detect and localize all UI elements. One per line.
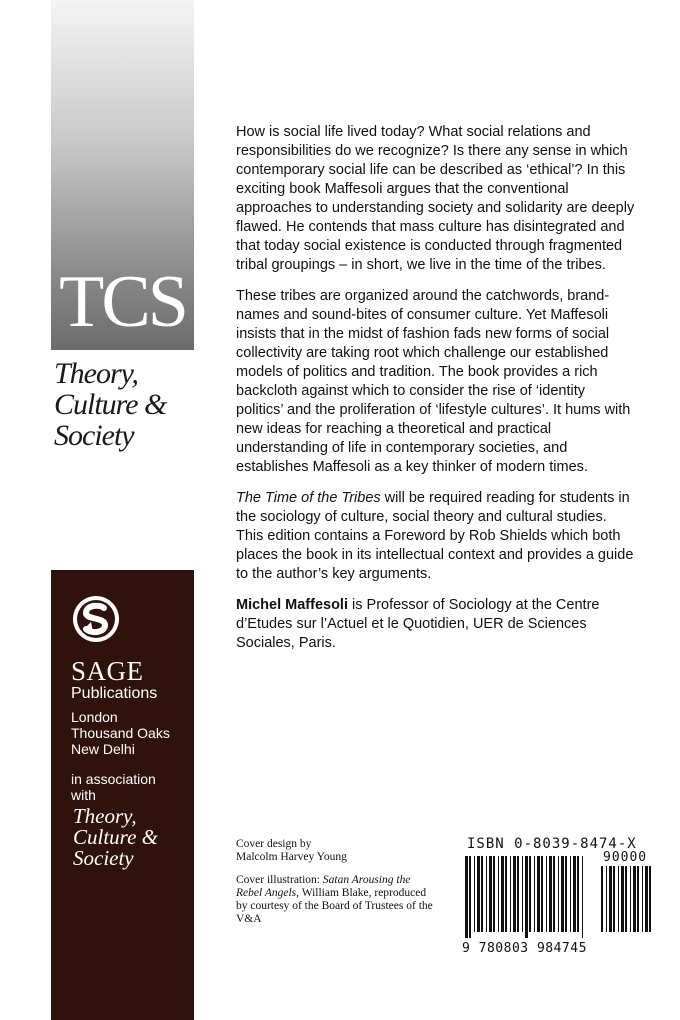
barcode-bar: [481, 856, 483, 932]
barcode-bar: [477, 856, 480, 932]
publisher-panel: [51, 570, 194, 1020]
barcode-bar: [625, 866, 627, 932]
barcode-bar: [621, 866, 624, 932]
blurb-paragraph-2: These tribes are organized around the catchwords, brand-names and sound-bites of consumer culture. Yet Maffesoli insists that in the midst of fashion fads new forms of social collectivity are taking root which challenge our established models of politics and tradition. The book provides a rich backcloth against which to consider the rise of ‘identity politics’ and the proliferation of ‘lifestyle cultures’. It hums with new ideas for reaching a theoretical and practical understanding of life in contemporary societies, and establishes Maffesoli as a key thinker of modern times.: [236, 288, 631, 475]
barcode-bar: [489, 856, 492, 932]
barcode-bar: [510, 856, 511, 932]
barcode-bar: [645, 866, 648, 932]
barcode-bar: [649, 866, 651, 932]
journal-line-1: Theory,: [73, 804, 137, 828]
barcode-bar: [633, 866, 636, 932]
sage-s-logo-icon: [71, 594, 121, 644]
back-cover-blurb: [236, 123, 636, 665]
barcode-bar: [558, 856, 559, 932]
barcode-bar: [525, 856, 528, 938]
addon-digits: 90000: [603, 850, 648, 865]
author-name: Michel Maffesoli: [236, 597, 348, 613]
series-title: [54, 358, 204, 451]
barcode-bar: [493, 856, 495, 932]
publisher-name: SAGE: [71, 656, 144, 686]
barcode-bar: [529, 856, 531, 932]
city-thousand-oaks: Thousand Oaks: [71, 725, 170, 741]
design-credit: [236, 838, 436, 864]
series-title-line-3: Society: [54, 419, 134, 452]
designer-name: Malcolm Harvey Young: [236, 851, 347, 863]
design-credit-label: Cover design by: [236, 838, 312, 850]
barcode-bar: [606, 866, 607, 932]
barcode-bar: [630, 866, 631, 932]
barcode-bar: [573, 856, 576, 932]
illustration-credit: [236, 874, 436, 926]
barcode-bar: [505, 856, 507, 932]
barcode-bar: [601, 866, 603, 932]
journal-line-2: Culture &: [73, 825, 158, 849]
barcode-bar: [474, 856, 475, 932]
ean-barcode: [465, 856, 586, 938]
illustration-credit-text: , William Blake, reproduced by courtesy of the Board of Trustees of the V&A: [236, 887, 433, 925]
journal-line-3: Society: [73, 846, 134, 870]
association-line-1: in association: [71, 771, 156, 787]
blurb-paragraph-1: How is social life lived today? What social relations and responsibilities do we recognize? Is there any sense in which contemporary social life can be described as ‘ethical’? In this exciting book Maffesoli argues that the conventional approaches to understanding society and solidarity are deeply flawed. He contends that mass culture has disintegrated and that today social existence is conducted through fragmented tribal groupings – in short, we live in the time of the tribes.: [236, 124, 635, 273]
barcode-bar: [577, 856, 579, 932]
tcs-logo: TCS: [59, 261, 186, 343]
cover-credits: [236, 838, 436, 936]
book-title: The Time of the Tribes: [236, 490, 381, 506]
barcode-bar: [513, 856, 516, 932]
association-line-2: with: [71, 787, 96, 803]
barcode-bar: [501, 856, 504, 932]
ean-digits: 9 780803 984745: [462, 941, 587, 956]
barcode-bar: [549, 856, 552, 932]
barcode-bar: [613, 866, 615, 932]
barcode-bar: [609, 866, 612, 932]
barcode-bar: [570, 856, 571, 932]
illustration-label: Cover illustration:: [236, 874, 323, 886]
barcode-bar: [553, 856, 555, 932]
barcode-bar: [498, 856, 499, 932]
barcode-bar: [537, 856, 540, 932]
barcode-bar: [637, 866, 639, 932]
barcode-bar: [561, 856, 564, 932]
barcode-bar: [541, 856, 543, 932]
blurb-paragraph-3: [236, 489, 636, 584]
blurb-paragraph-3-text: will be required reading for students in the sociology of culture, social theory and cultural studies. This edition contains a Foreword by Rob Shields which both places the book in its intellectual context and provides a guide to the author’s key arguments.: [236, 490, 634, 582]
barcode-bar: [486, 856, 487, 932]
barcode-bar: [546, 856, 547, 932]
publisher-cities: [71, 709, 170, 757]
barcode-bar: [469, 856, 471, 938]
barcode-bar: [465, 856, 468, 938]
journal-title: [73, 806, 158, 869]
barcode-bar: [517, 856, 519, 932]
city-new-delhi: New Delhi: [71, 741, 135, 757]
author-bio-text: is Professor of Sociology at the Centre d’Etudes sur l’Actuel et le Quotidien, UER de Sciences Sociales, Paris.: [236, 597, 600, 651]
city-london: London: [71, 709, 118, 725]
barcode-bar: [618, 866, 619, 932]
series-title-line-2: Culture &: [54, 388, 167, 421]
barcode-bar: [522, 856, 523, 932]
barcode-bar: [642, 866, 643, 932]
series-title-line-1: Theory,: [54, 357, 138, 390]
isbn-label: ISBN 0-8039-8474-X: [467, 836, 637, 852]
association-text: [71, 771, 156, 803]
publisher-imprint: Publications: [71, 685, 158, 702]
barcode-bar: [534, 856, 535, 932]
author-bio: [236, 596, 636, 653]
illustration-title: Satan Arousing the Rebel Angels: [236, 874, 411, 899]
addon-barcode: [601, 866, 655, 938]
barcode-bar: [565, 856, 567, 932]
barcode-bar: [582, 856, 583, 938]
